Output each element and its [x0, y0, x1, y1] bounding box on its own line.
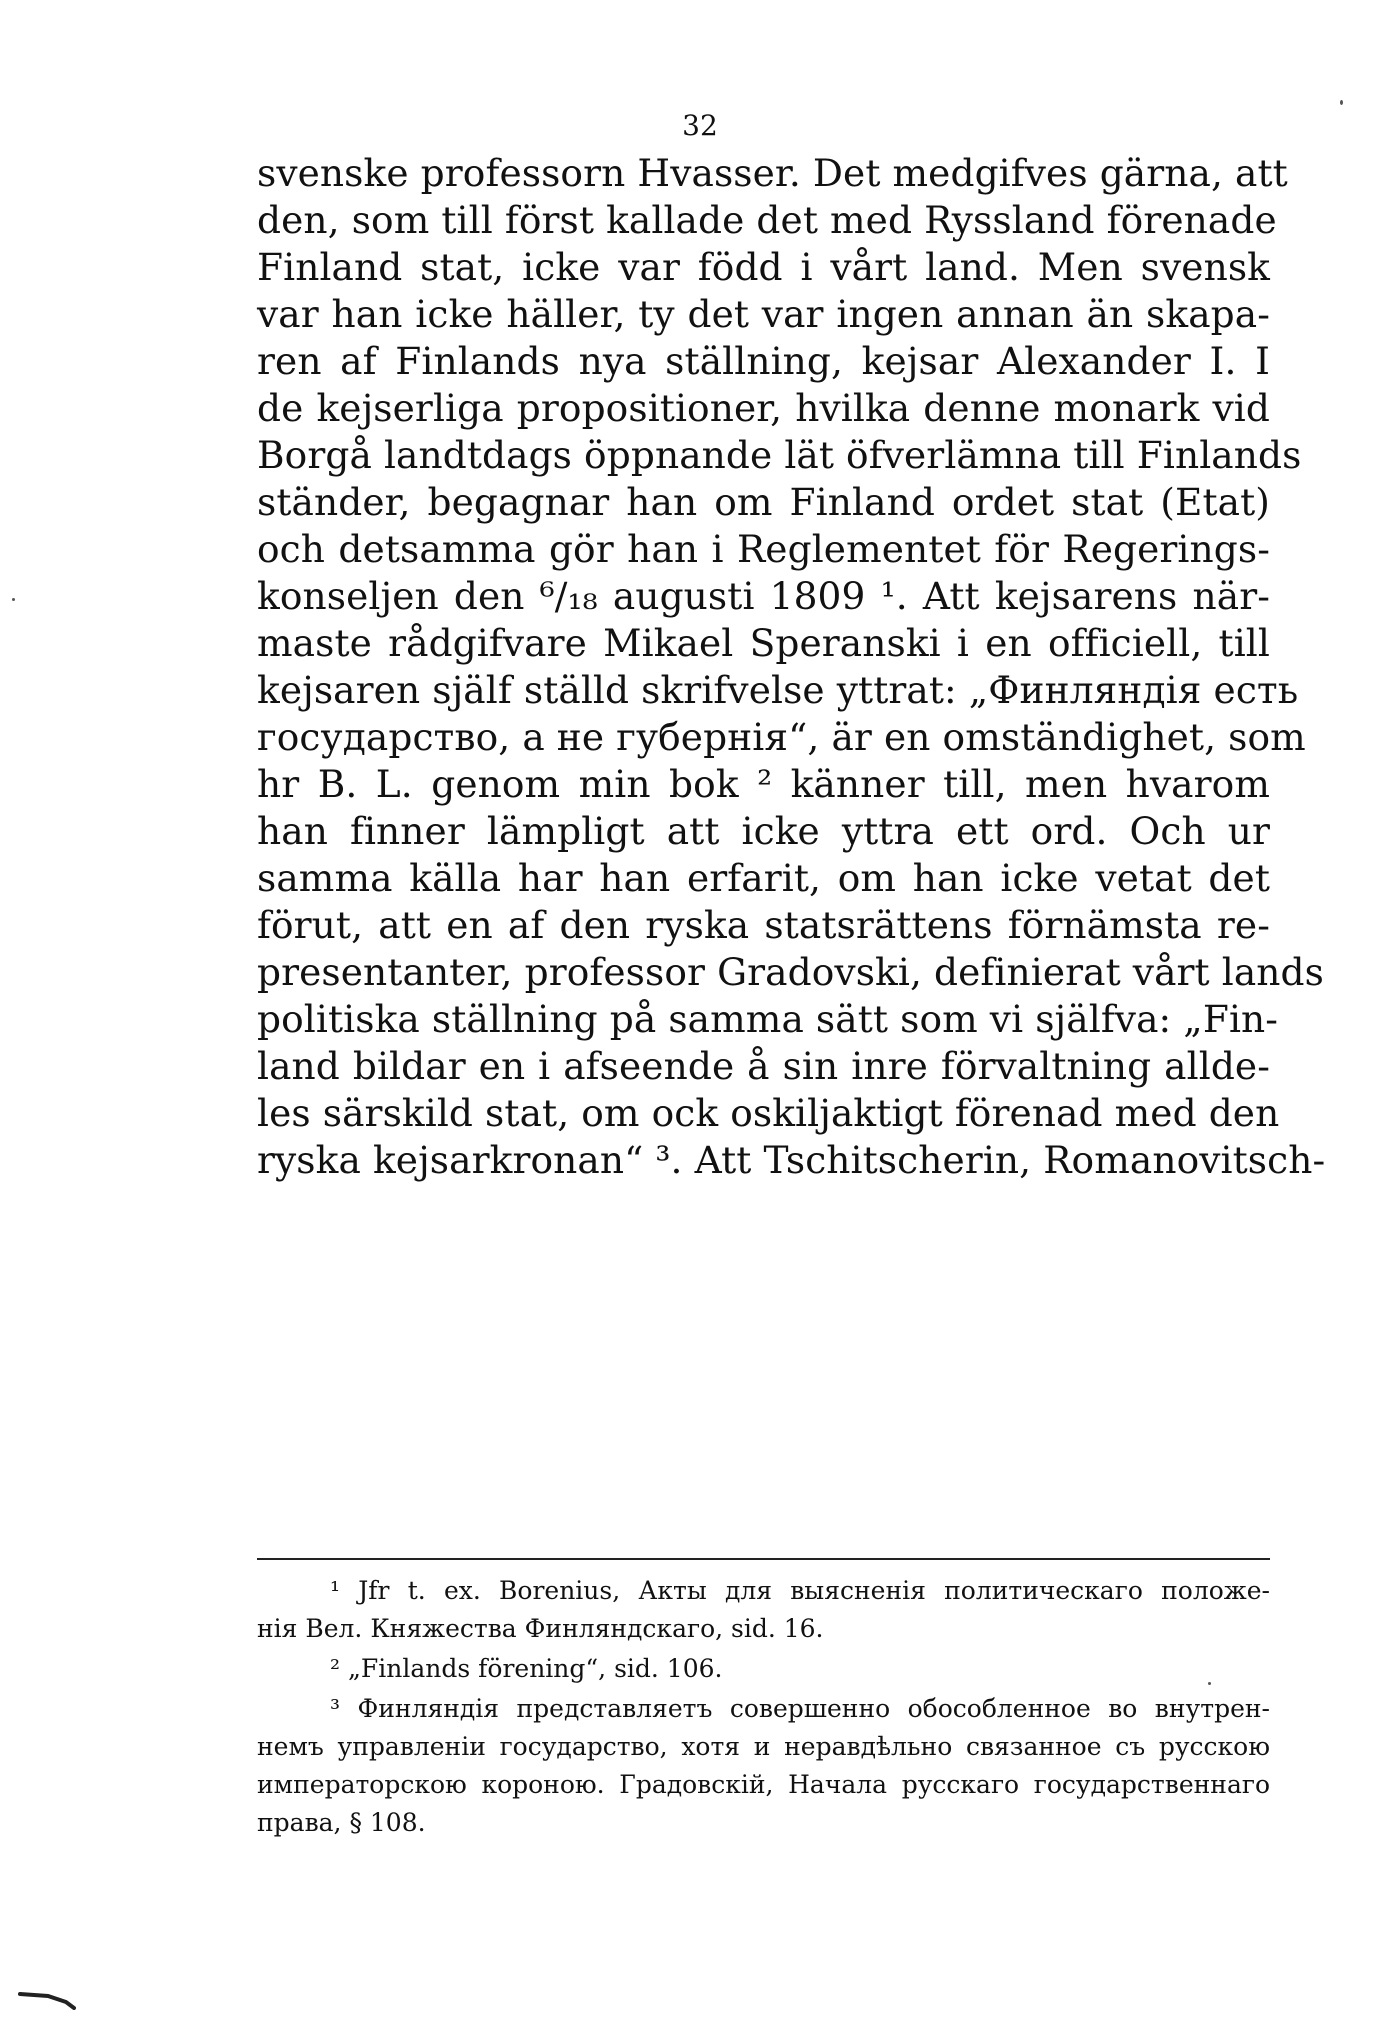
- body-line: ryska kejsarkronan“ ³. Att Tschitscherin, Romanovitsch-: [257, 1138, 1326, 1182]
- footnote-2-line: ² „Finlands förening“, sid. 106.: [330, 1654, 723, 1683]
- body-line: maste rådgifvare Mikael Speranski i en officiell, till: [257, 621, 1270, 665]
- body-line: konseljen den ⁶/₁₈ augusti 1809 ¹. Att kejsarens när-: [257, 574, 1270, 618]
- footnote-1-line: нія Вел. Княжества Финляндскаго, sid. 16.: [257, 1614, 824, 1643]
- body-line: samma källa har han erfarit, om han icke vetat det: [257, 856, 1270, 900]
- body-line: les särskild stat, om ock oskiljaktigt förenad med den: [257, 1091, 1280, 1135]
- body-line: ren af Finlands nya ställning, kejsar Alexander I. I: [257, 339, 1270, 383]
- footnote-1-line: ¹ Jfr t. ex. Borenius, Акты для выясненія политическаго положе-: [330, 1576, 1270, 1605]
- body-line: och detsamma gör han i Reglementet för Regerings-: [257, 527, 1270, 571]
- body-line: han finner lämpligt att icke yttra ett ord. Och ur: [257, 809, 1270, 853]
- body-line: ständer, begagnar han om Finland ordet stat (Etat): [257, 480, 1270, 524]
- body-line: land bildar en i afseende å sin inre förvaltning allde-: [257, 1044, 1270, 1088]
- body-line: förut, att en af den ryska statsrättens förnämsta re-: [257, 903, 1270, 947]
- body-line: Borgå landtdags öppnande lät öfverlämna till Finlands: [257, 433, 1302, 477]
- footnote-3-line: императорскою короною. Градовскій, Начала русскаго государственнаго: [257, 1770, 1270, 1799]
- footnote-3-line: немъ управленіи государство, хотя и неравдѣльно связанное съ русскою: [257, 1732, 1270, 1761]
- page-number: 32: [682, 109, 718, 142]
- footnote-3-line: права, § 108.: [257, 1808, 426, 1837]
- body-line: государство, а не губернія“, är en omständighet, som: [257, 715, 1306, 759]
- body-line: hr B. L. genom min bok ² känner till, men hvarom: [257, 762, 1270, 806]
- scan-speck: [1208, 1682, 1211, 1685]
- scan-speck: [1340, 100, 1343, 105]
- footnote-rule: [257, 1558, 1270, 1560]
- body-line: kejsaren själf ställd skrifvelse yttrat: „Финляндія есть: [257, 668, 1299, 712]
- body-line: de kejserliga propositioner, hvilka denne monark vid: [257, 386, 1270, 430]
- scan-speck: [12, 598, 15, 601]
- body-line: var han icke häller, ty det var ingen annan än skapa-: [257, 292, 1270, 336]
- body-line: politiska ställning på samma sätt som vi själfva: „Fin-: [257, 997, 1279, 1041]
- footnote-3-line: ³ Финляндія представляетъ совершенно обособленное во внутрен-: [330, 1694, 1270, 1723]
- body-line: den, som till först kallade det med Ryssland förenade: [257, 198, 1277, 242]
- body-line: Finland stat, icke var född i vårt land. Men svensk: [257, 245, 1270, 289]
- body-line: presentanter, professor Gradovski, definierat vårt lands: [257, 950, 1324, 994]
- scan-corner-mark: [18, 1990, 76, 2010]
- body-line: svenske professorn Hvasser. Det medgifves gärna, att: [257, 151, 1288, 195]
